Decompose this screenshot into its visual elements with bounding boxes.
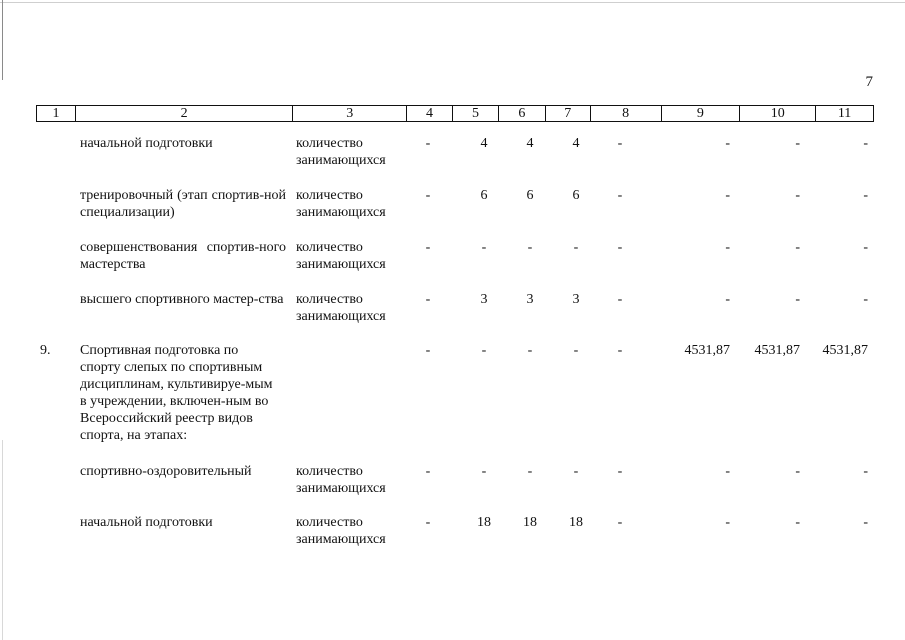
- cell-col-9: -: [725, 240, 730, 255]
- row-unit: количество занимающихся: [296, 515, 386, 547]
- cell-col-7: -: [573, 464, 579, 479]
- cell-col-7: -: [573, 240, 579, 255]
- cell-col-5: -: [481, 343, 487, 358]
- cell-col-11: -: [863, 188, 868, 203]
- cell-col-7: -: [573, 343, 579, 358]
- cell-col-8: -: [617, 292, 623, 307]
- cell-col-6: 4: [526, 136, 534, 151]
- cell-col-11: -: [863, 515, 868, 530]
- cell-col-11: -: [863, 136, 868, 151]
- cell-col-5: -: [481, 464, 487, 479]
- row-name: совершенствования спортив-ного мастерства: [80, 240, 286, 272]
- header-col-4: 4: [406, 106, 452, 121]
- cell-col-8: -: [617, 136, 623, 151]
- cell-col-8: -: [617, 343, 623, 358]
- cell-col-5: 18: [477, 515, 491, 530]
- cell-col-9: -: [725, 515, 730, 530]
- cell-col-9: 4531,87: [684, 343, 730, 358]
- scan-edge-left: [2, 0, 3, 80]
- cell-col-8: -: [617, 515, 623, 530]
- cell-col-4: -: [425, 515, 431, 530]
- row-name: спортивно-оздоровительный: [80, 464, 252, 479]
- row-name: начальной подготовки: [80, 515, 213, 530]
- cell-col-4: -: [425, 464, 431, 479]
- scan-edge-left-lower: [2, 440, 3, 640]
- cell-col-10: -: [795, 136, 800, 151]
- cell-col-7: 3: [572, 292, 580, 307]
- cell-col-4: -: [425, 136, 431, 151]
- row-unit: количество занимающихся: [296, 292, 386, 324]
- cell-col-5: 4: [480, 136, 488, 151]
- cell-col-11: 4531,87: [822, 343, 868, 358]
- cell-col-10: 4531,87: [754, 343, 800, 358]
- header-col-9: 9: [661, 106, 740, 121]
- cell-col-7: 4: [572, 136, 580, 151]
- cell-col-8: -: [617, 240, 623, 255]
- header-col-7: 7: [545, 106, 590, 121]
- row-unit: количество занимающихся: [296, 136, 386, 168]
- cell-col-8: -: [617, 188, 623, 203]
- header-col-3: 3: [292, 106, 406, 121]
- row-unit: количество занимающихся: [296, 240, 386, 272]
- cell-col-4: -: [425, 292, 431, 307]
- cell-col-4: -: [425, 343, 431, 358]
- cell-col-9: -: [725, 136, 730, 151]
- header-col-11: 11: [815, 106, 873, 121]
- cell-col-11: -: [863, 240, 868, 255]
- cell-col-5: -: [481, 240, 487, 255]
- cell-col-10: -: [795, 515, 800, 530]
- table-header-row: [36, 105, 874, 122]
- row-unit: количество занимающихся: [296, 464, 386, 496]
- cell-col-7: 18: [569, 515, 583, 530]
- header-col-2: 2: [75, 106, 292, 121]
- cell-col-5: 3: [480, 292, 488, 307]
- header-col-10: 10: [739, 106, 815, 121]
- scan-edge-top: [0, 2, 905, 3]
- cell-col-6: -: [527, 343, 533, 358]
- cell-col-9: -: [725, 292, 730, 307]
- cell-col-6: 6: [526, 188, 534, 203]
- cell-col-7: 6: [572, 188, 580, 203]
- row-name: Спортивная подготовка по спорту слепых по спортивным дисциплинам, культивируе-мым в учреждении, включен-ным во Всероссийский реестр видов спорта, на этапах:: [80, 343, 273, 443]
- row-name: тренировочный (этап спортив-ной специализации): [80, 188, 286, 220]
- header-col-1: 1: [52, 106, 60, 121]
- header-col-5: 5: [452, 106, 498, 121]
- row-unit: количество занимающихся: [296, 188, 386, 220]
- cell-col-5: 6: [480, 188, 488, 203]
- cell-col-9: -: [725, 188, 730, 203]
- page-number: 7: [865, 74, 873, 90]
- cell-col-4: -: [425, 240, 431, 255]
- cell-col-10: -: [795, 240, 800, 255]
- row-name: высшего спортивного мастер-ства: [80, 292, 284, 307]
- cell-col-10: -: [795, 292, 800, 307]
- cell-col-10: -: [795, 188, 800, 203]
- row-number: 9.: [40, 343, 51, 358]
- cell-col-11: -: [863, 464, 868, 479]
- cell-col-9: -: [725, 464, 730, 479]
- header-col-8: 8: [590, 106, 661, 121]
- cell-col-6: 3: [526, 292, 534, 307]
- cell-col-11: -: [863, 292, 868, 307]
- cell-col-10: -: [795, 464, 800, 479]
- cell-col-6: 18: [523, 515, 537, 530]
- header-col-6: 6: [498, 106, 545, 121]
- row-name: начальной подготовки: [80, 136, 213, 151]
- cell-col-6: -: [527, 240, 533, 255]
- cell-col-8: -: [617, 464, 623, 479]
- cell-col-6: -: [527, 464, 533, 479]
- cell-col-4: -: [425, 188, 431, 203]
